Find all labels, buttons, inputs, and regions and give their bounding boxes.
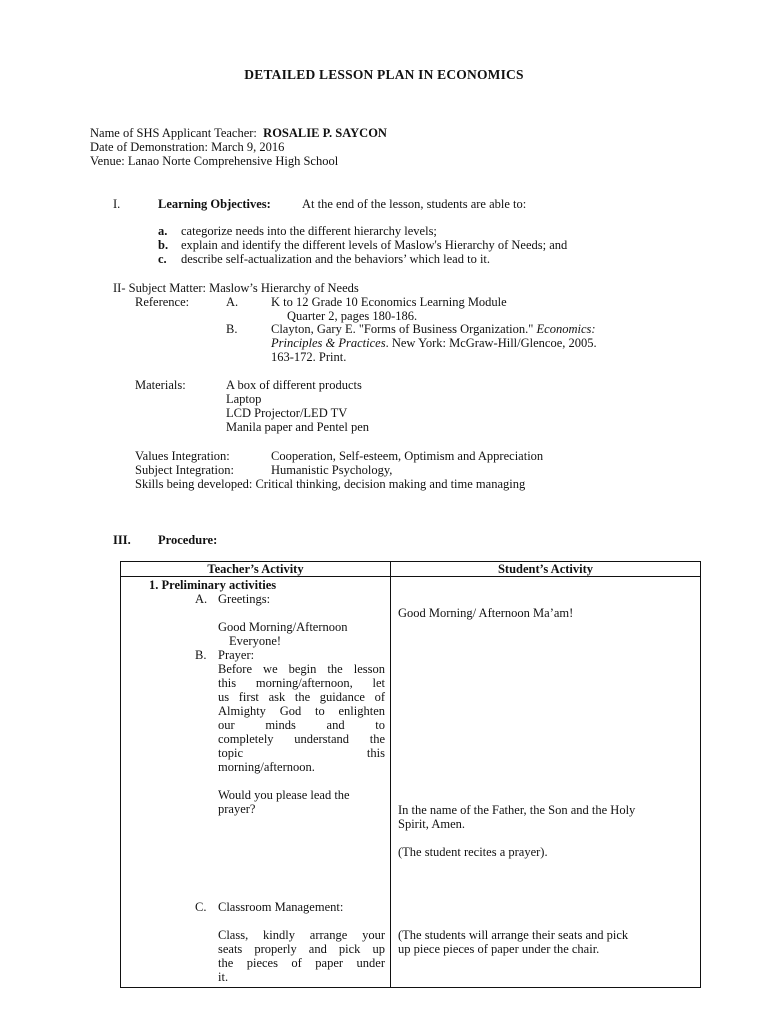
reference-b-line: 163-172. Print.	[271, 350, 347, 364]
student-activity-content	[391, 577, 700, 987]
teacher-activity-header: Teacher’s Activity	[121, 562, 391, 577]
prayer-ask-line: prayer?	[218, 802, 256, 816]
table-row	[121, 577, 701, 988]
material-item: Manila paper and Pentel pen	[226, 420, 370, 434]
teacher-line	[90, 126, 387, 140]
page-title: DETAILED LESSON PLAN IN ECONOMICS	[244, 67, 524, 82]
greetings-text: Good Morning/Afternoon	[218, 620, 348, 634]
objective-letter: b.	[158, 238, 169, 252]
classroom-management-letter: C.	[195, 900, 207, 914]
prayer-text-line: our minds and to	[218, 718, 385, 732]
prayer-text-line: completely understand the	[218, 732, 385, 746]
objective-text: describe self-actualization and the behaviors’ which lead to it.	[181, 252, 491, 266]
materials-label: Materials:	[135, 378, 186, 392]
prayer-text-line: us first ask the guidance of	[218, 690, 385, 704]
skills-line: Skills being developed: Critical thinking, decision making and time managing	[135, 477, 526, 491]
reference-label: Reference:	[135, 295, 190, 309]
reference-a-letter: A.	[226, 295, 239, 309]
subject-matter-line: II- Subject Matter: Maslow’s Hierarchy of Needs	[113, 281, 359, 295]
reference-b-text: Clayton, Gary E. "Forms of Business Organization."	[271, 322, 537, 336]
student-classroom-line: (The students will arrange their seats and pick	[398, 928, 629, 942]
objectives-heading: Learning Objectives:	[158, 197, 271, 211]
reference-b-book-title: Economics:	[536, 322, 596, 336]
prayer-text-line: Almighty God to enlighten	[218, 704, 385, 718]
student-activity-header: Student’s Activity	[391, 562, 701, 577]
teacher-activity-content	[121, 577, 390, 987]
objective-letter: a.	[158, 224, 168, 238]
student-prayer-line: Spirit, Amen.	[398, 817, 466, 831]
reference-b-line	[271, 322, 596, 336]
reference-a-line: K to 12 Grade 10 Economics Learning Module	[271, 295, 507, 309]
teacher-activity-cell	[121, 577, 391, 988]
greetings-text: Everyone!	[229, 634, 282, 648]
table-header-row	[121, 562, 701, 577]
prayer-text-line: this morning/afternoon, let	[218, 676, 385, 690]
objectives-numeral: I.	[113, 197, 121, 211]
prayer-text-line: morning/afternoon.	[218, 760, 315, 774]
classroom-management-line: seats properly and pick up	[218, 942, 385, 956]
prayer-label: Prayer:	[218, 648, 255, 662]
teacher-name: ROSALIE P. SAYCON	[263, 126, 387, 140]
prayer-letter: B.	[195, 648, 207, 662]
reference-a-line: Quarter 2, pages 180-186.	[287, 309, 418, 323]
teacher-label: Name of SHS Applicant Teacher:	[90, 126, 257, 140]
values-text: Cooperation, Self-esteem, Optimism and Appreciation	[271, 449, 544, 463]
objective-text: categorize needs into the different hierarchy levels;	[181, 224, 437, 238]
objectives-intro: At the end of the lesson, students are able to:	[302, 197, 527, 211]
objective-letter: c.	[158, 252, 167, 266]
classroom-management-label: Classroom Management:	[218, 900, 344, 914]
procedure-numeral: III.	[113, 533, 131, 547]
material-item: Laptop	[226, 392, 262, 406]
classroom-management-line: the pieces of paper under	[218, 956, 385, 970]
student-prayer-line: In the name of the Father, the Son and the Holy	[398, 803, 636, 817]
preliminary-activities: 1. Preliminary activities	[149, 578, 277, 592]
reference-b-book-title: Principles & Practices	[271, 336, 386, 350]
procedure-heading: Procedure:	[158, 533, 218, 547]
student-greeting: Good Morning/ Afternoon Ma’am!	[398, 606, 574, 620]
values-label: Values Integration:	[135, 449, 230, 463]
subject-integration-label: Subject Integration:	[135, 463, 234, 477]
reference-b-text: . New York: McGraw-Hill/Glencoe, 2005.	[385, 336, 597, 350]
material-item: A box of different products	[226, 378, 362, 392]
student-classroom-line: up piece pieces of paper under the chair.	[398, 942, 600, 956]
prayer-text-line: topic this	[218, 746, 385, 760]
classroom-management-line: it.	[218, 970, 229, 984]
reference-b-line	[271, 336, 597, 350]
greetings-letter: A.	[195, 592, 208, 606]
prayer-text-line: Before we begin the lesson	[218, 662, 385, 676]
objective-text: explain and identify the different levels of Maslow's Hierarchy of Needs; and	[181, 238, 568, 252]
student-prayer-note: (The student recites a prayer).	[398, 845, 548, 859]
classroom-management-line: Class, kindly arrange your	[218, 928, 385, 942]
material-item: LCD Projector/LED TV	[226, 406, 348, 420]
venue-line: Venue: Lanao Norte Comprehensive High School	[90, 154, 339, 168]
date-line: Date of Demonstration: March 9, 2016	[90, 140, 285, 154]
subject-integration-text: Humanistic Psychology,	[271, 463, 393, 477]
prayer-ask-line: Would you please lead the	[218, 788, 350, 802]
student-activity-cell	[391, 577, 701, 988]
procedure-table	[120, 561, 701, 988]
greetings-label: Greetings:	[218, 592, 271, 606]
reference-b-letter: B.	[226, 322, 238, 336]
